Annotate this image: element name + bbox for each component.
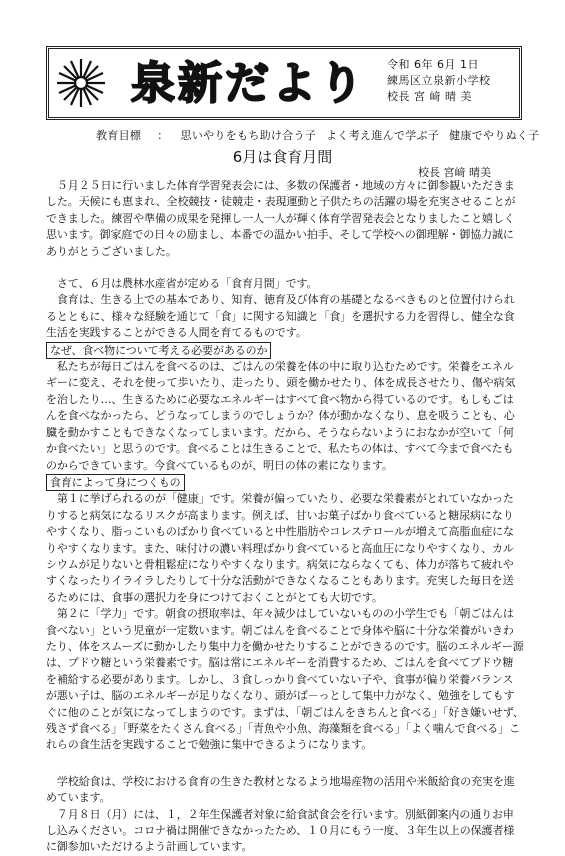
paragraph: 私たちが毎日ごはんを食べるのは、ごはんの栄養を体の中に取り込むためです。栄養をエネルギーに変え、それを使って歩いたり、走ったり、頭を働かせたり、体を成長させたり、傷や病気を治したり…、生きるために必要なエネルギーはすべて食べ物から得ているのです。もしもごはんを食べなかったら、どうなってしまうのでしょうか？体が動かなくなり、息を吸うことも、心臓を動かすこともできなくなってしまいます。だから、そうならないようにおなかが空いて「何か食べたい」と思うのです。食べることは生きることで、私たちの体は、すべて今まで食べたものからできています。今食べているものが、明日の体の素になります。	[46, 360, 516, 472]
school-name: 練馬区立泉新小学校	[387, 74, 491, 87]
goals-colon: ：	[157, 129, 169, 142]
paragraph: さて、６月は農林水産省が定める「食育月間」です。	[46, 277, 318, 291]
paragraph: 食育は、生きる上での基本であり、知育、徳育及び体育の基礎となるべきものと位置付けられるとともに、様々な経験を通じて「食」に関する知識と「食」を選択する力を習得し、健全な食生活を実践することができる人間を育てるものです。	[46, 293, 515, 340]
goal-item: 思いやりをもち助け合う子	[180, 129, 317, 142]
paragraph: 第１に挙げられるのが「健康」です。栄養が偏っていたり、必要な栄養素がとれていなかったりすると病気になるリスクが高まります。例えば、甘いお菓子ばかり食べていると糖尿病になりやすくなり、脂っこいものばかり食べていると中性脂肪やコレステロールが増えて高脂血症になりやすくなります。また、味付けの濃い料理ばかり食べていると高血圧になりやすくなり、カルシウムが足りないと骨粗鬆症になりやすくなります。病気にならなくても、体力が落ちて疲れやすくなったりイライラしたりして十分な活動ができなくなることもあります。充実した毎日を送るためには、食事の選択力を身につけておくことがとても大切です。	[46, 492, 514, 604]
article-headline: 6月は食育月間	[232, 148, 333, 166]
article-author: 校長 宮﨑 晴美	[418, 166, 491, 179]
masthead	[46, 46, 522, 120]
issue-date: 令和 6年 6月 1日	[387, 58, 479, 71]
paragraph: 第２に「学力」です。朝食の摂取率は、年々減少はしていないものの小学生でも「朝ごはんは食べない」という児童が一定数います。朝ごはんを食べることで身体や脳に十分な栄養がいきわたり、体をスムーズに動かしたり集中力を働かせたりすることができるのです。脳のエネルギー源は、ブドウ糖という栄養素です。脳は常にエネルギーを消費するため、ごはんを食べてブドウ糖を補給する必要があります。しかし、３食しっかり食べていない子や、食事が偏り栄養バランスが悪い子は、脳のエネルギーが足りなくなり、頭がば－っとして集中力がなく、勉強をしてもすぐに他のことが気になってしまうのです。まずは、「朝ごはんをきちんと食べる」「好き嫌いせず、残さず食べる」「野菜をたくさん食べる」「青魚や小魚、海藻類を食べる」「よく噛んで食べる」これらの食生活を実践することで勉強に集中できるようになります。	[46, 607, 524, 752]
paragraph: ７月８日（月）には、１，２年生保護者対象に給食試食会を行います。別紙御案内の通りお申し込みください。コロナ禍は開催できなかったため、１０月にもう一度、３年生以上の保護者様に御参加いただけるよう計画しています。	[46, 807, 515, 854]
education-goals	[96, 127, 550, 143]
article-body	[46, 178, 524, 856]
paragraph: ５月２５日に行いました体育学習発表会には、多数の保護者・地域の方々に御参観いただきました。天候にも恵まれ、全校競技・徒競走・表現運動と子供たちの活躍の場を充実させることができました。練習や準備の成果を発揮し一人一人が輝く体育学習発表会となりましたこと嬉しく思います。御家庭での日々の励まし、本番での温かい拍手、そして学校への御理解・御協力誠にありがとうございました。	[46, 179, 516, 258]
section-subhead: 食育によって身につくもの	[46, 474, 185, 491]
goal-item: よく考え進んで学ぶ子	[326, 129, 440, 142]
paragraph: 学校給食は、学校における食育の生きた教材となるよう地場産物の活用や米飯給食の充実を進めています。	[46, 774, 515, 805]
goals-label: 教育目標	[96, 129, 142, 142]
issue-info	[387, 57, 491, 105]
school-emblem-icon	[53, 55, 109, 111]
section-subhead: なぜ、食べ物について考える必要があるのか	[46, 342, 271, 359]
newsletter-title: 泉新だより	[131, 58, 366, 109]
goal-item: 健康でやりぬく子	[449, 129, 540, 142]
principal-name: 校長 宮 﨑 晴 美	[387, 90, 472, 103]
